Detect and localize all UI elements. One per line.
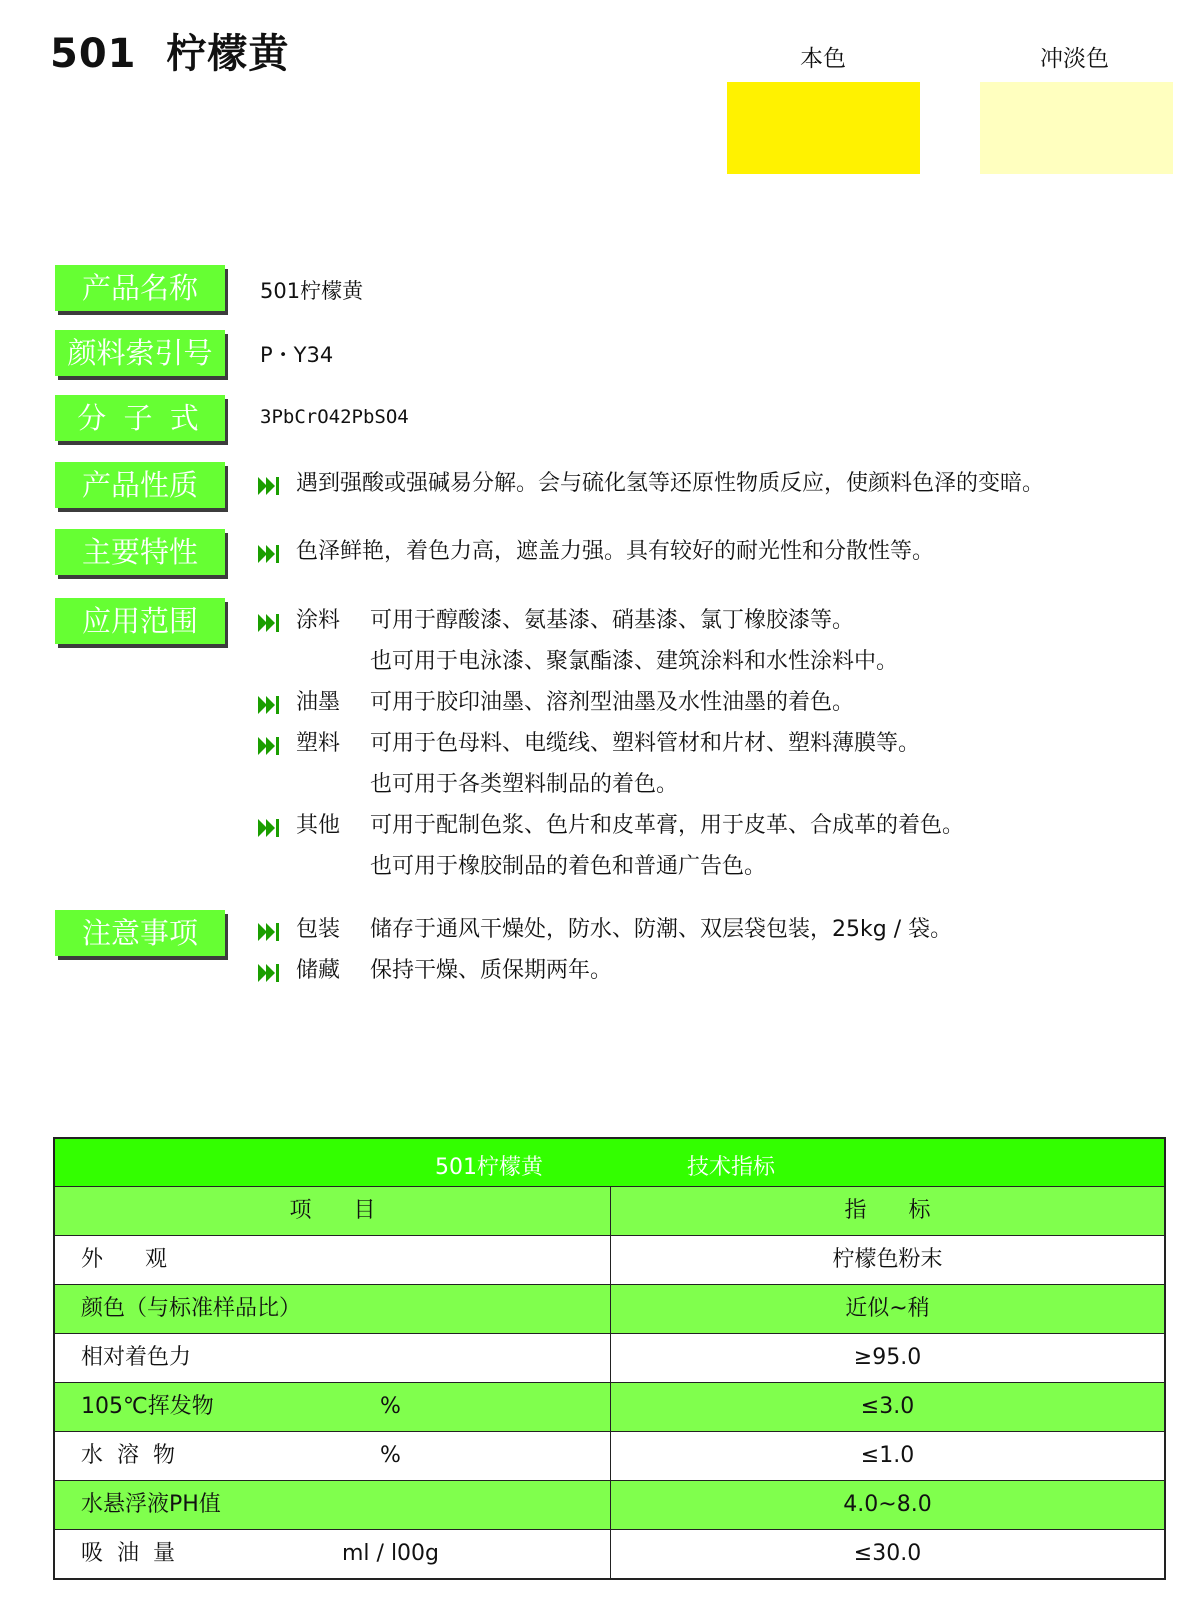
app-line: 可用于胶印油墨、溶剂型油墨及水性油墨的着色。 <box>370 690 855 715</box>
table-title-product: 501柠檬黄 <box>435 1155 543 1180</box>
double-arrow-icon <box>258 819 280 837</box>
double-arrow-icon <box>258 545 280 563</box>
note-line: 保持干燥、质保期两年。 <box>370 958 613 983</box>
row-value: ≤30.0 <box>853 1541 922 1566</box>
table-row <box>55 1432 1164 1481</box>
label-features: 主要特性 <box>55 529 225 575</box>
row-value: ≥95.0 <box>853 1345 922 1370</box>
label-pigment-index: 颜料索引号 <box>55 330 225 376</box>
table-header-row <box>55 1187 1164 1236</box>
row-value: 柠檬色粉末 <box>832 1247 943 1272</box>
note-category: 储藏 <box>296 958 341 983</box>
value-formula: 3PbCrO42PbSO4 <box>260 406 409 428</box>
row-item: 吸 油 量 <box>81 1541 175 1566</box>
col-header-value: 指 标 <box>844 1198 931 1223</box>
row-item: 水 溶 物 <box>81 1443 175 1468</box>
label-notes: 注意事项 <box>55 910 225 956</box>
swatch-label-pure: 本色 <box>800 46 846 72</box>
value-product-name: 501柠檬黄 <box>260 279 364 303</box>
table-row <box>55 1530 1164 1578</box>
double-arrow-icon <box>258 923 280 941</box>
table-row <box>55 1334 1164 1383</box>
page-title: 501 柠檬黄 <box>50 31 290 77</box>
row-item: 外 观 <box>81 1247 167 1272</box>
row-unit: % <box>380 1394 401 1419</box>
app-line: 可用于色母料、电缆线、塑料管材和片材、塑料薄膜等。 <box>370 731 921 756</box>
label-product-name: 产品名称 <box>55 265 225 311</box>
app-line: 也可用于橡胶制品的着色和普通广告色。 <box>370 854 767 879</box>
value-features: 色泽鲜艳，着色力高，遮盖力强。具有较好的耐光性和分散性等。 <box>296 539 935 564</box>
row-value: 近似~稍 <box>845 1296 930 1321</box>
double-arrow-icon <box>258 614 280 632</box>
app-line: 可用于醇酸漆、氨基漆、硝基漆、氯丁橡胶漆等。 <box>370 608 855 633</box>
app-category: 其他 <box>296 813 341 838</box>
swatch-tint <box>980 82 1173 174</box>
spec-table <box>53 1137 1166 1580</box>
note-line: 储存于通风干燥处，防水、防潮、双层袋包装，25kg / 袋。 <box>370 917 953 942</box>
swatch-pure <box>727 82 920 174</box>
label-formula: 分 子 式 <box>55 395 225 441</box>
note-category: 包装 <box>296 917 341 942</box>
row-value: ≤1.0 <box>860 1443 915 1468</box>
row-unit: % <box>380 1443 401 1468</box>
value-pigment-index: P・Y34 <box>260 343 334 367</box>
app-category: 涂料 <box>296 608 341 633</box>
table-title-label: 技术指标 <box>687 1155 776 1180</box>
app-category: 油墨 <box>296 690 341 715</box>
label-properties: 产品性质 <box>55 462 225 508</box>
label-applications: 应用范围 <box>55 598 225 644</box>
row-unit: ml / l00g <box>342 1541 440 1566</box>
table-row <box>55 1383 1164 1432</box>
table-row <box>55 1481 1164 1530</box>
app-line: 可用于配制色浆、色片和皮革膏，用于皮革、合成革的着色。 <box>370 813 965 838</box>
col-header-item: 项 目 <box>55 1187 611 1235</box>
app-line: 也可用于各类塑料制品的着色。 <box>370 772 679 797</box>
row-item: 颜色（与标准样品比） <box>81 1296 302 1321</box>
double-arrow-icon <box>258 477 280 495</box>
value-properties: 遇到强酸或强碱易分解。会与硫化氢等还原性物质反应，使颜料色泽的变暗。 <box>296 471 1045 496</box>
row-item: 相对着色力 <box>81 1345 192 1370</box>
swatch-label-tint: 冲淡色 <box>1040 46 1109 72</box>
double-arrow-icon <box>258 737 280 755</box>
row-value: 4.0~8.0 <box>843 1492 932 1517</box>
row-value: ≤3.0 <box>860 1394 915 1419</box>
app-line: 也可用于电泳漆、聚氯酯漆、建筑涂料和水性涂料中。 <box>370 649 899 674</box>
table-row <box>55 1236 1164 1285</box>
row-item: 水悬浮液PH值 <box>81 1492 221 1517</box>
double-arrow-icon <box>258 964 280 982</box>
app-category: 塑料 <box>296 731 341 756</box>
row-item: 105℃挥发物 <box>81 1394 214 1419</box>
table-title <box>55 1139 1164 1187</box>
table-row <box>55 1285 1164 1334</box>
double-arrow-icon <box>258 696 280 714</box>
